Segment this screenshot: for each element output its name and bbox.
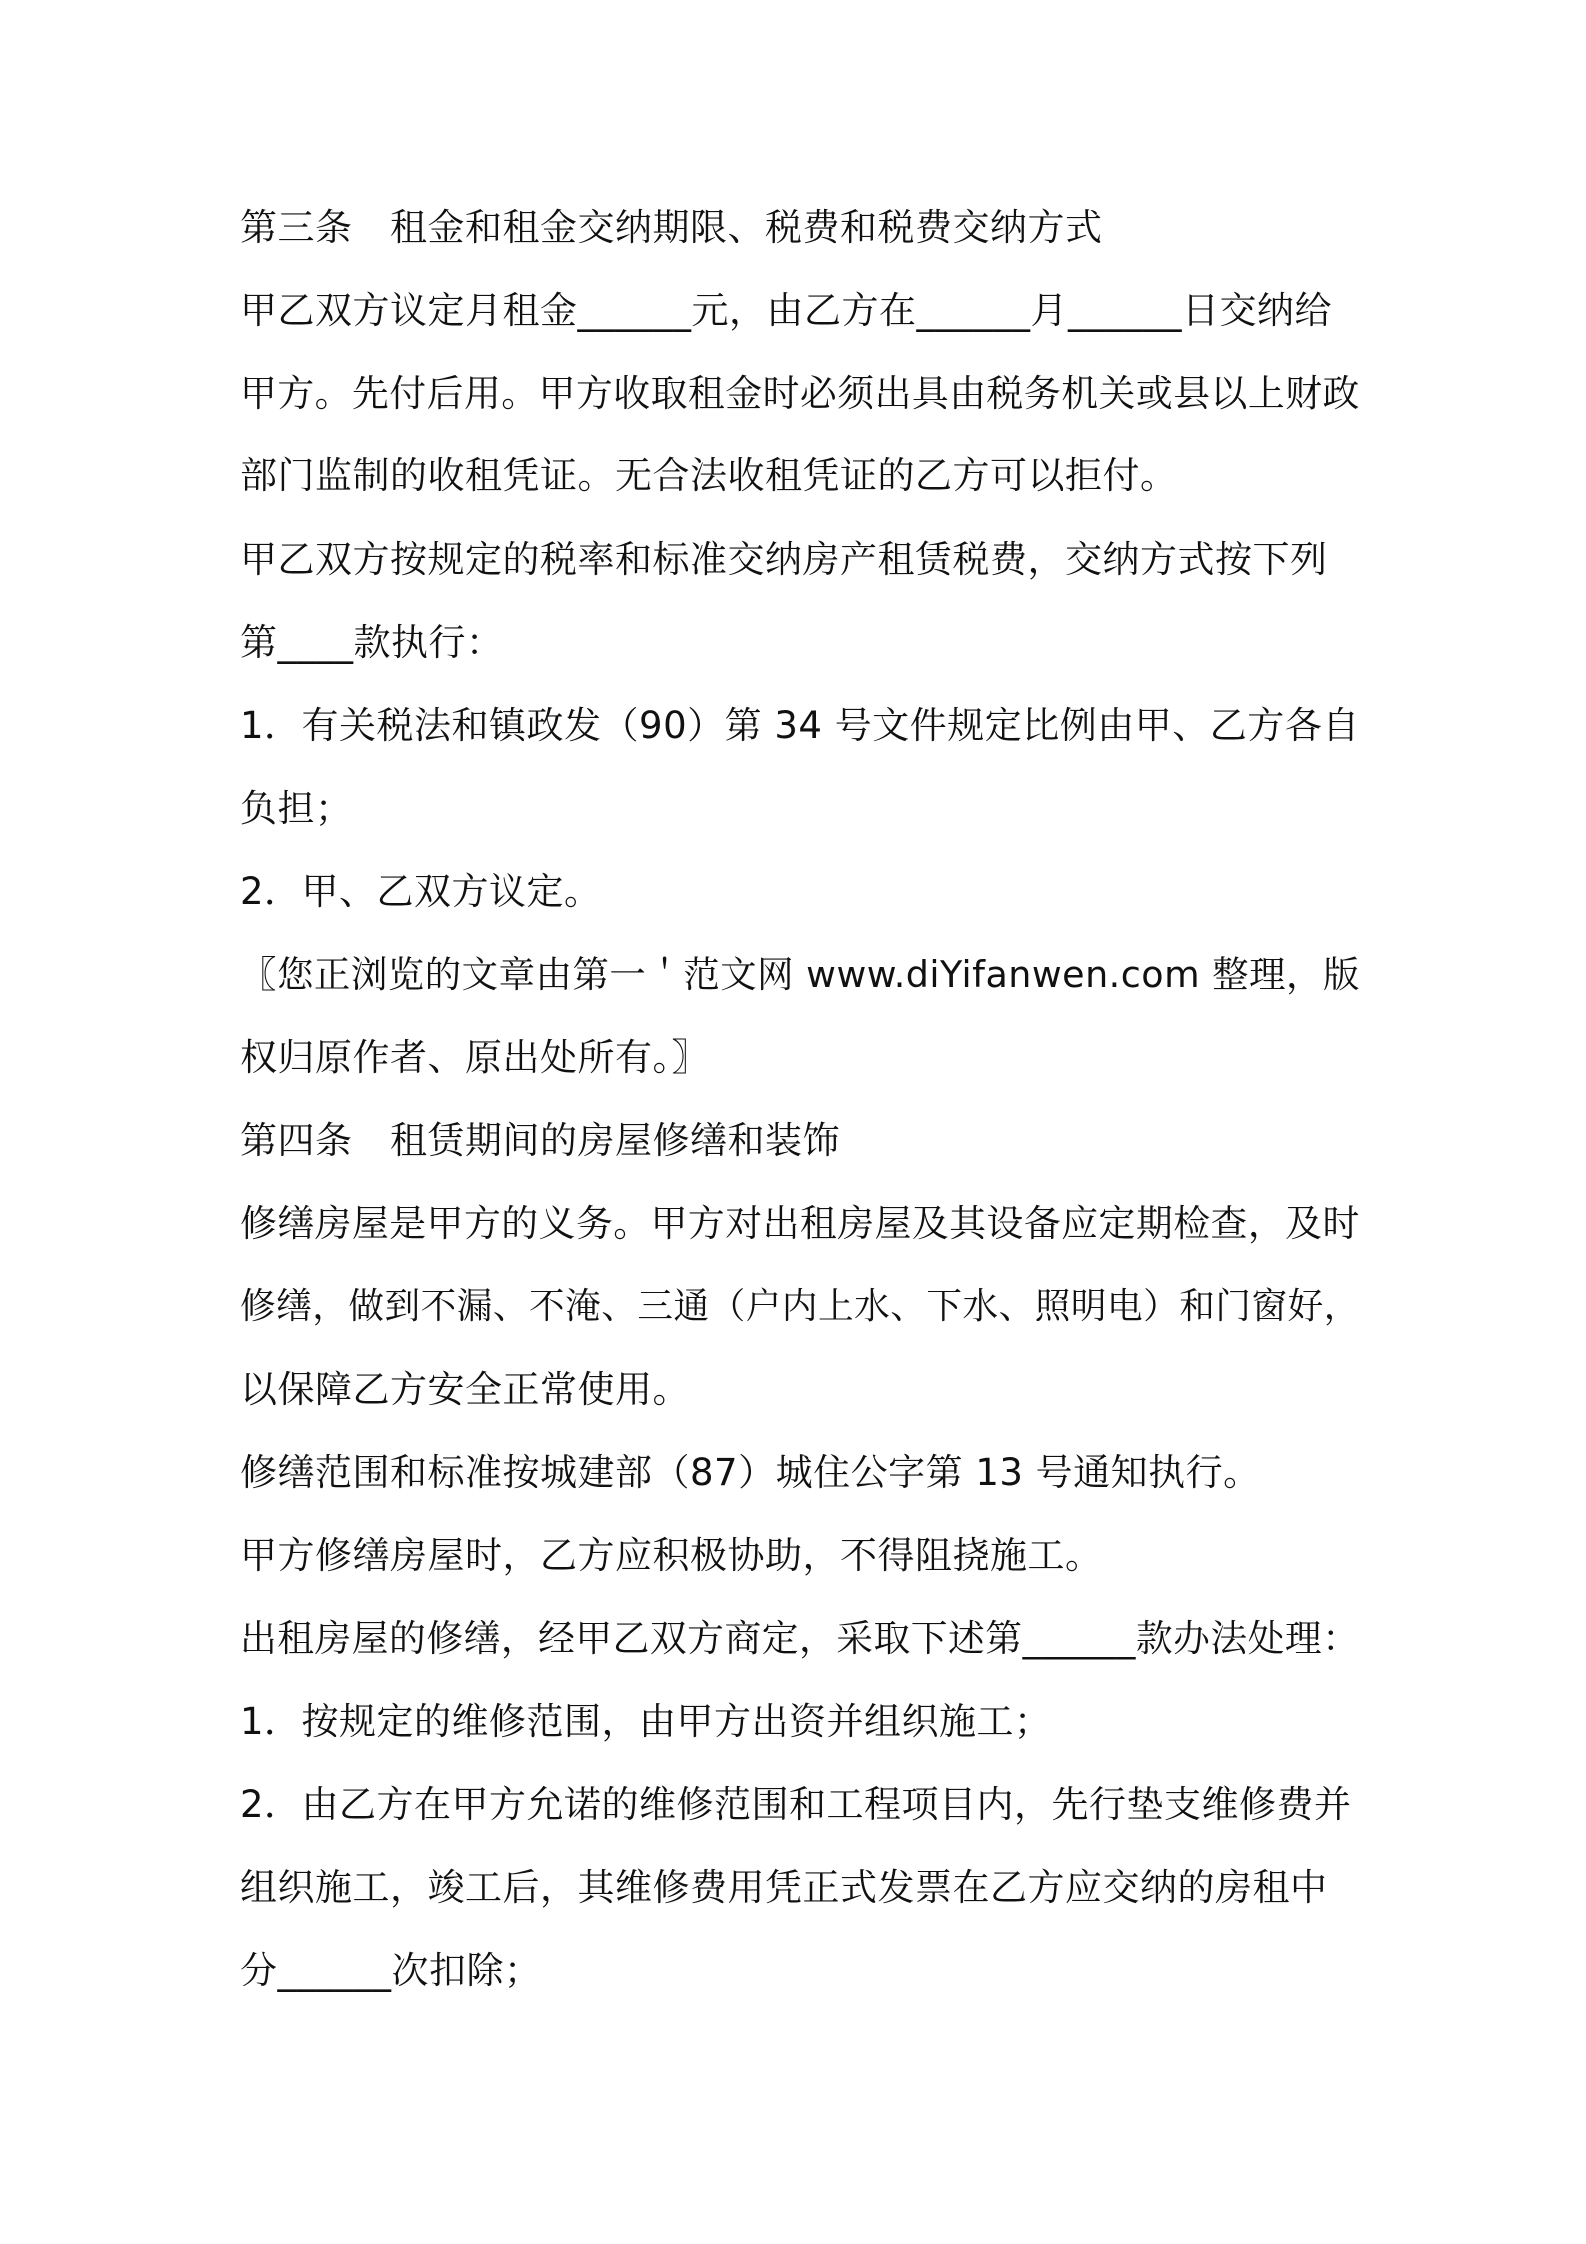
paragraph-line: 第____款执行： — [240, 621, 504, 664]
list-item-continuation: 分______次扣除； — [240, 1949, 542, 1992]
source-notice-continuation: 权归原作者、原出处所有。〗 — [240, 1036, 709, 1079]
list-item: 1．按规定的维修范围，由甲方出资并组织施工； — [240, 1700, 1052, 1743]
paragraph-line: 出租房屋的修缮，经甲乙双方商定，采取下述第______款办法处理： — [240, 1617, 1360, 1660]
paragraph-line: 修缮范围和标准按城建部（87）城住公字第 13 号通知执行。 — [240, 1451, 1261, 1494]
source-notice: 〖您正浏览的文章由第一＇范文网 www.diYifanwen.com 整理，版 — [240, 953, 1360, 996]
paragraph-line: 甲乙双方按规定的税率和标准交纳房产租赁税费，交纳方式按下列 — [240, 538, 1328, 581]
list-item: 2．甲、乙双方议定。 — [240, 870, 602, 913]
list-item: 2．由乙方在甲方允诺的维修范围和工程项目内，先行垫支维修费并 — [240, 1783, 1352, 1826]
list-item-continuation: 组织施工，竣工后，其维修费用凭正式发票在乙方应交纳的房租中 — [240, 1866, 1328, 1909]
paragraph-line: 以保障乙方安全正常使用。 — [240, 1368, 690, 1411]
article-3-heading: 第三条 租金和租金交纳期限、税费和税费交纳方式 — [240, 206, 1103, 249]
paragraph-line: 部门监制的收租凭证。无合法收租凭证的乙方可以拒付。 — [240, 454, 1178, 497]
paragraph-line: 甲方。先付后用。甲方收取租金时必须出具由税务机关或县以上财政 — [240, 372, 1360, 415]
list-item: 1．有关税法和镇政发（90）第 34 号文件规定比例由甲、乙方各自 — [240, 704, 1360, 747]
paragraph-line: 甲乙双方议定月租金______元，由乙方在______月______日交纳给 — [240, 289, 1332, 332]
article-4-heading: 第四条 租赁期间的房屋修缮和装饰 — [240, 1119, 840, 1162]
paragraph-line: 甲方修缮房屋时，乙方应积极协助，不得阻挠施工。 — [240, 1534, 1103, 1577]
paragraph-line: 修缮房屋是甲方的义务。甲方对出租房屋及其设备应定期检查，及时 — [240, 1202, 1360, 1245]
paragraph-line: 修缮，做到不漏、不淹、三通（户内上水、下水、照明电）和门窗好， — [240, 1286, 1360, 1327]
list-item-continuation: 负担； — [240, 787, 353, 830]
